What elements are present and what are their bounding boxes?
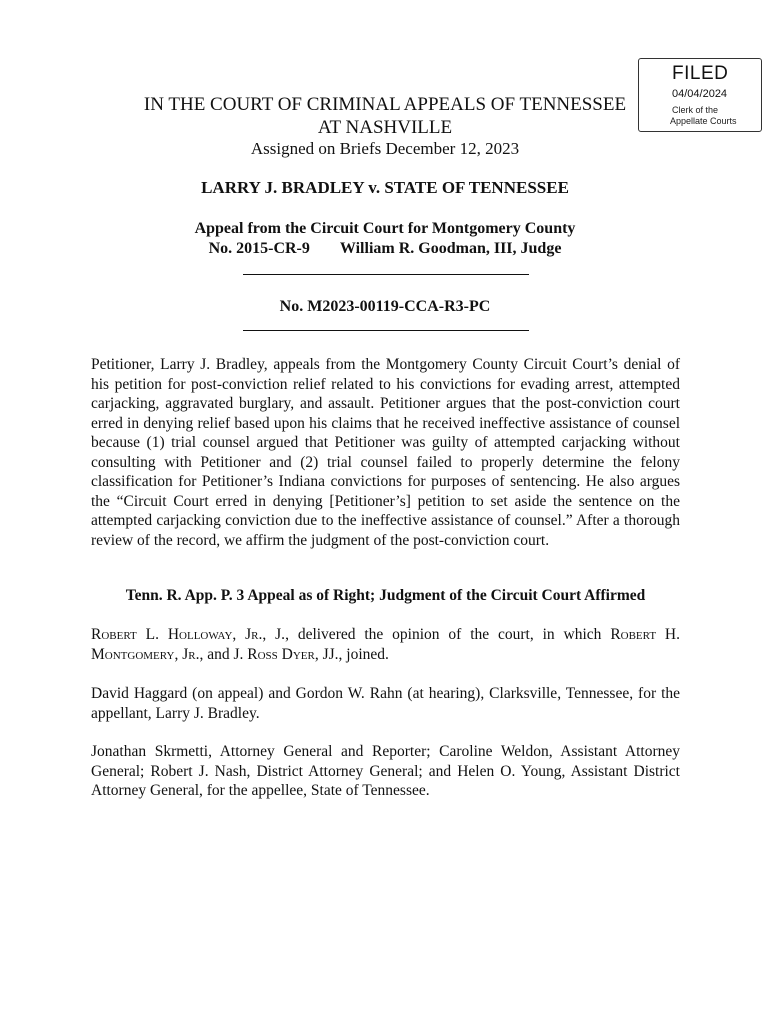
opinion-middle-text: , delivered the opinion of the court, in which: [285, 626, 611, 643]
court-location: AT NASHVILLE: [317, 117, 453, 138]
divider-bottom: [243, 330, 529, 331]
appeal-from: Appeal from the Circuit Court for Montgomery County: [194, 220, 576, 237]
case-number-line: [0, 239, 770, 258]
stamp-clerk-line1: Clerk of the: [672, 105, 719, 115]
divider-top: [243, 274, 529, 275]
stamp-date: 04/04/2024: [672, 88, 728, 100]
opinion-end: , JJ., joined.: [314, 645, 389, 663]
court-name: IN THE COURT OF CRIMINAL APPEALS OF TENNESSEE: [143, 94, 627, 115]
opinion-author: Robert L. Holloway, Jr., J.: [91, 626, 286, 643]
opinion-and: , and: [199, 645, 234, 663]
stamp-status: FILED: [672, 63, 729, 84]
case-caption: LARRY J. BRADLEY v. STATE OF TENNESSEE: [201, 178, 569, 197]
disposition: Tenn. R. App. P. 3 Appeal as of Right; Judgment of the Circuit Court Affirmed: [125, 587, 646, 604]
trial-judge: William R. Goodman, III, Judge: [339, 240, 562, 257]
docket-number: No. M2023-00119-CCA-R3-PC: [279, 298, 491, 315]
joining-judge-2: J. Ross Dyer: [233, 645, 315, 663]
joining-judge-1: Robert H. Montgomery, Jr.: [91, 626, 680, 663]
counsel-appellant: David Haggard (on appeal) and Gordon W. Rahn (at hearing), Clarksville, Tennessee, for the appellant, Larry J. Bradley.: [91, 685, 680, 722]
opinion-authorship: [91, 625, 680, 664]
case-summary: Petitioner, Larry J. Bradley, appeals from the Montgomery County Circuit Court’s denial of his petition for post-conviction relief related to his convictions for evading arrest, attempted carjacking, aggravated burglary, and assault. Petitioner argues that the post-conviction court erred in denying relief based upon his claims that he received ineffective assistance of counsel because (1) trial counsel argued that Petitioner was guilty of attempted carjacking without consulting with Petitioner and (2) trial counsel failed to properly determine the felony classification for Petitioner’s Indiana convictions for purposes of sentencing. He also argues the “Circuit Court erred in denying [Petitioner’s] petition to set aside the sentence on the attempted carjacking conviction due to the ineffective assistance of counsel.” After a thorough review of the record, we affirm the judgment of the post-conviction court.: [91, 356, 680, 549]
stamp-clerk-line2: Appellate Courts: [670, 116, 737, 126]
assigned-date: Assigned on Briefs December 12, 2023: [250, 139, 520, 158]
trial-case-number: No. 2015-CR-9: [208, 240, 310, 257]
counsel-appellee: Jonathan Skrmetti, Attorney General and Reporter; Caroline Weldon, Assistant Attorney General; Robert J. Nash, District Attorney General; and Helen O. Young, Assistant District Attorney General, for the appellee, State of Tennessee.: [91, 743, 680, 799]
